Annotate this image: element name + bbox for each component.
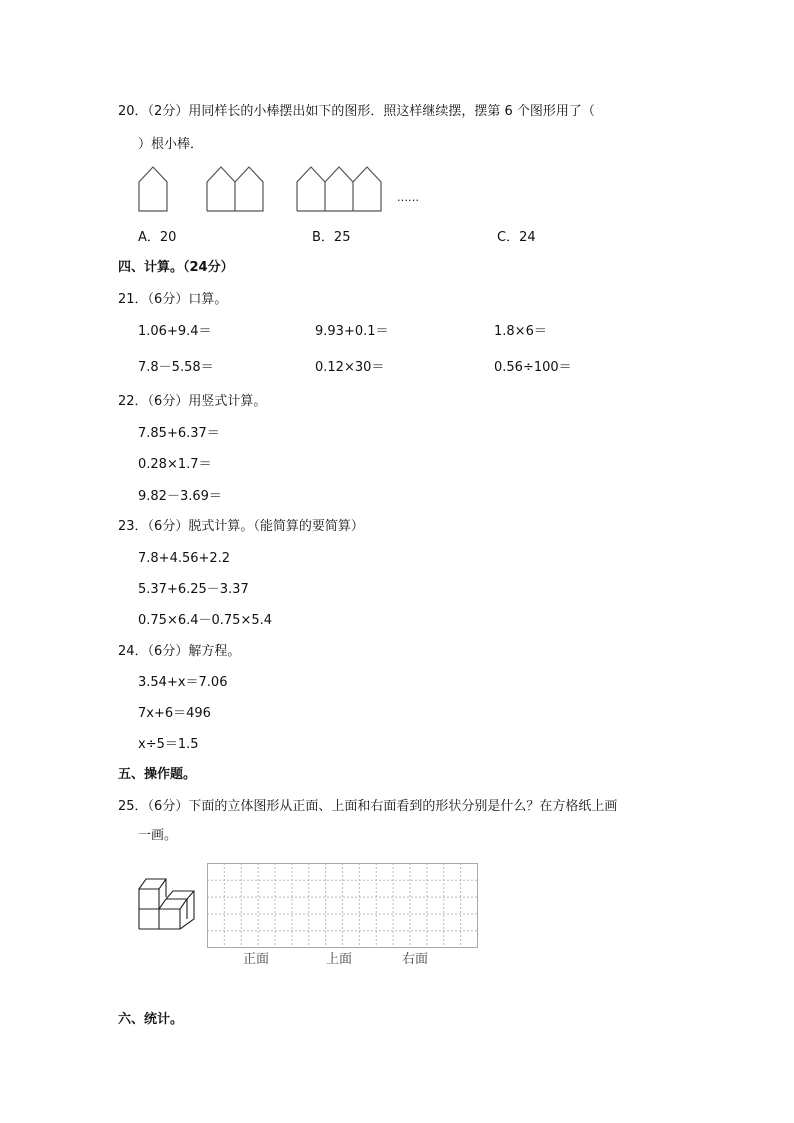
matchstick-houses-figure [130,160,430,220]
q25-text-cont: 一画。 [138,828,178,843]
section-heading: 五、操作题。 [118,767,197,782]
option-a: A．20 [138,230,177,245]
q21-item: 0.12×30＝ [315,360,385,375]
q24-title: 24．（6分）解方程。 [118,644,241,659]
q22-item: 9.82－3.69＝ [138,489,222,504]
label-top-view: 上面 [326,952,353,967]
q24-item: 3.54+x＝7.06 [138,675,228,690]
q23-item: 0.75×6.4－0.75×5.4 [138,613,273,628]
q24-item: 7x+6＝496 [138,706,211,721]
label-front-view: 正面 [243,952,270,967]
q23-title: 23．（6分）脱式计算。（能简算的要简算） [118,519,364,534]
q21-item: 7.8－5.58＝ [138,360,214,375]
q23-item: 5.37+6.25－3.37 [138,582,249,597]
section-heading: 四、计算。（24分） [118,260,234,275]
q25-text: 25．（6分）下面的立体图形从正面、上面和右面看到的形状分别是什么？在方格纸上画 [118,799,618,814]
q21-title: 21．（6分）口算。 [118,292,228,307]
q20-text-cont: ）根小棒． [138,137,204,152]
q20-text: 20．（2分）用同样长的小棒摆出如下的图形．照这样继续摆，摆第 6 个图形用了（ [118,104,595,119]
q21-item: 1.8×6＝ [494,324,547,339]
q21-item: 9.93+0.1＝ [315,324,389,339]
option-c: C．24 [497,230,536,245]
q22-item: 0.28×1.7＝ [138,457,212,472]
option-b: B．25 [312,230,351,245]
section-heading: 六、统计。 [118,1012,184,1027]
q21-item: 1.06+9.4＝ [138,324,212,339]
q24-item: x÷5＝1.5 [138,737,199,752]
ellipsis: …… [397,191,419,204]
label-right-view: 右面 [402,952,429,967]
cube-stack-figure [138,874,200,932]
q22-item: 7.85+6.37＝ [138,426,220,441]
q21-item: 0.56÷100＝ [494,360,572,375]
q23-item: 7.8+4.56+2.2 [138,551,231,566]
grid-paper[interactable] [207,863,478,948]
q22-title: 22．（6分）用竖式计算。 [118,394,267,409]
